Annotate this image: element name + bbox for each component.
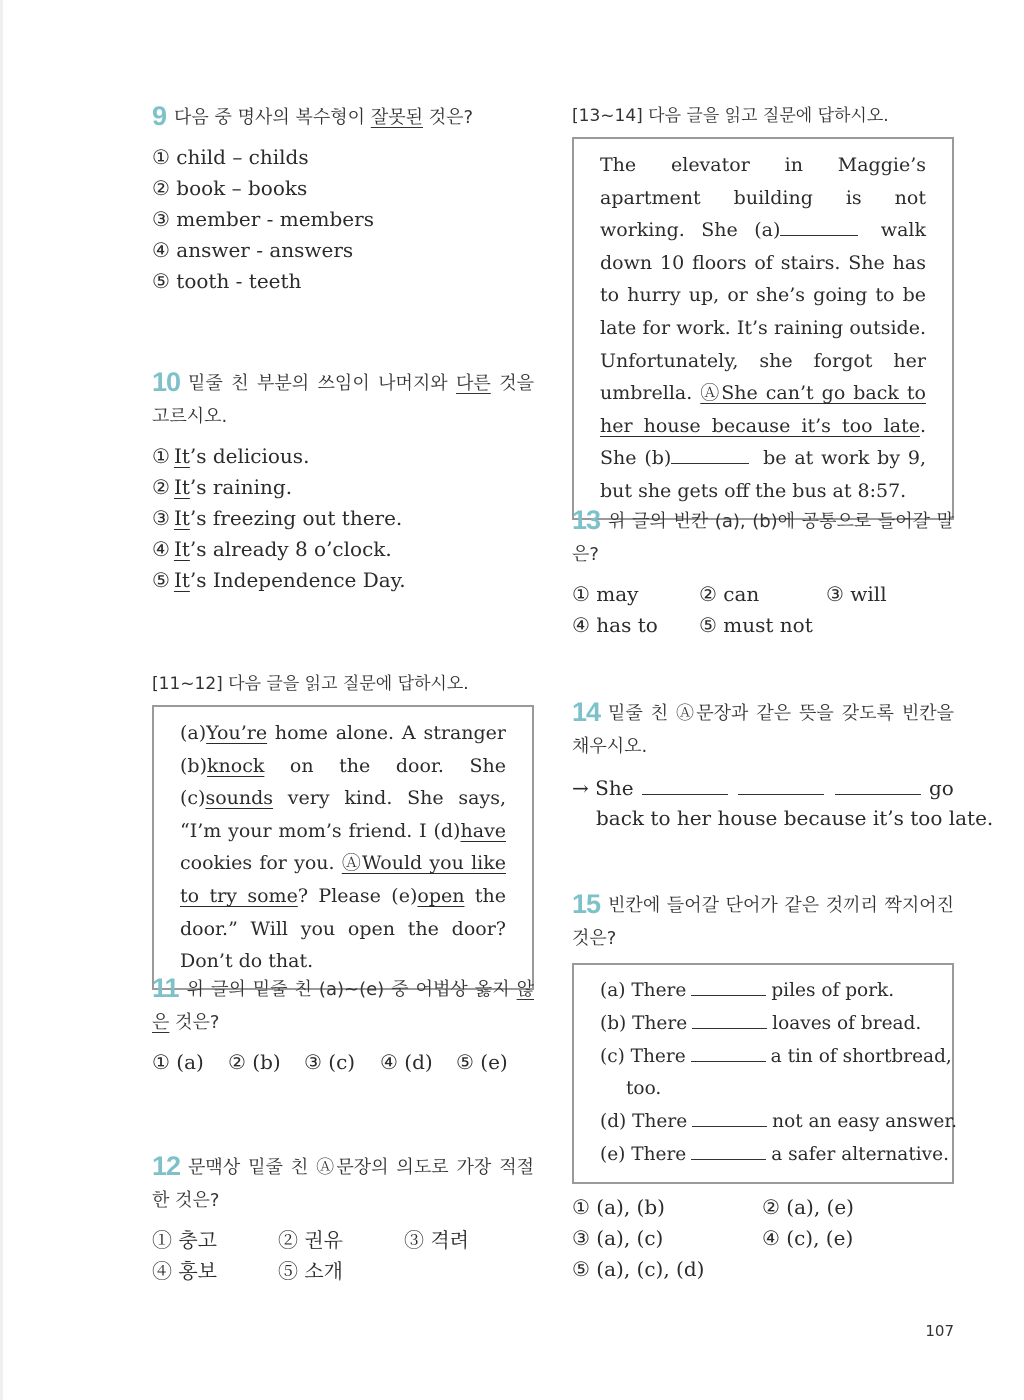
- option[interactable]: ① (a): [152, 1050, 204, 1074]
- option[interactable]: ① may: [572, 582, 639, 606]
- option[interactable]: ③ will: [826, 582, 887, 606]
- page-edge: [0, 0, 3, 1400]
- option[interactable]: ③ It’s freezing out there.: [152, 506, 403, 530]
- instruction-13-14: [13~14] 다음 글을 읽고 질문에 답하시오.: [572, 106, 889, 126]
- answer-blank[interactable]: [738, 778, 824, 795]
- option[interactable]: ② 권유: [278, 1228, 343, 1252]
- question-11-prompt: 11 위 글의 밑줄 친 (a)~(e) 중 어법상 옳지 않은 것은?: [152, 973, 534, 1033]
- question-12-options: [152, 1225, 534, 1287]
- question-number: 9: [152, 101, 167, 131]
- question-13: [572, 504, 954, 641]
- option[interactable]: ② (a), (e): [762, 1194, 854, 1219]
- option[interactable]: ② can: [699, 582, 760, 606]
- option[interactable]: ② book – books: [152, 176, 308, 200]
- option[interactable]: ④ (c), (e): [762, 1225, 854, 1250]
- option[interactable]: ④ 홍보: [152, 1259, 217, 1283]
- blank-b: [671, 445, 749, 464]
- instruction-11-12: [11~12] 다음 글을 읽고 질문에 답하시오.: [152, 674, 469, 694]
- option[interactable]: ③ (c): [304, 1050, 356, 1074]
- sentence: (e) There a safer alternative.: [600, 1143, 949, 1165]
- question-10-options: [152, 441, 534, 596]
- question-9: [152, 100, 534, 297]
- option[interactable]: ③ (a), (c): [572, 1225, 664, 1250]
- question-10: [152, 366, 534, 596]
- question-12-prompt: 12 문맥상 밑줄 친 Ⓐ문장의 의도로 가장 적절한 것은?: [152, 1151, 534, 1211]
- answer-blank[interactable]: [642, 778, 728, 795]
- option[interactable]: ① It’s delicious.: [152, 444, 310, 468]
- answer-blank[interactable]: [835, 778, 921, 795]
- question-number: 14: [572, 697, 601, 727]
- question-number: 12: [152, 1151, 181, 1181]
- option[interactable]: ④ (d): [380, 1050, 433, 1074]
- question-15-box: [572, 963, 958, 1184]
- option[interactable]: ② (b): [228, 1050, 281, 1074]
- sentence: (c) There a tin of shortbread,: [600, 1045, 952, 1067]
- question-10-prompt: 10 밑줄 친 부분의 쓰임이 나머지와 다른 것을 고르시오.: [152, 367, 534, 427]
- question-9-prompt: 9 다음 중 명사의 복수형이 잘못된 것은?: [152, 101, 474, 131]
- question-9-options: [152, 142, 534, 297]
- option[interactable]: ⑤ (e): [456, 1050, 508, 1074]
- option[interactable]: ⑤ must not: [699, 613, 813, 637]
- passage-13-14-block: [572, 100, 954, 520]
- question-15-prompt: 15 빈칸에 들어갈 단어가 같은 것끼리 짝지어진 것은?: [572, 889, 954, 949]
- option[interactable]: ① child – childs: [152, 145, 309, 169]
- question-13-prompt: 13 위 글의 빈칸 (a), (b)에 공통으로 들어갈 말은?: [572, 505, 954, 565]
- question-14-prompt: 14 밑줄 친 Ⓐ문장과 같은 뜻을 갖도록 빈칸을 채우시오.: [572, 697, 954, 757]
- sentence: (d) There not an easy answer.: [600, 1111, 958, 1133]
- question-14-answer: → She go back to her house because it’s too late.: [572, 776, 994, 830]
- option[interactable]: ⑤ It’s Independence Day.: [152, 568, 406, 592]
- passage-11-12: (a)You’re home alone. A stranger (b)knock on the door. She (c)sounds very kind. She says, “I’m your mom’s friend. I (d)have cookies for you. ⒶWould you like to try some? Please (e)open the door.” Will you open the door? Don’t do that.: [152, 705, 534, 990]
- passage-11-12-block: [152, 668, 534, 990]
- blank-a: [780, 217, 858, 236]
- sentence-continuation: too.: [626, 1078, 662, 1100]
- question-11: [152, 972, 534, 1078]
- option[interactable]: ⑤ tooth - teeth: [152, 269, 302, 293]
- option[interactable]: ④ answer - answers: [152, 238, 354, 262]
- option[interactable]: ④ has to: [572, 613, 658, 637]
- question-11-options: [152, 1047, 534, 1078]
- option[interactable]: ④ It’s already 8 o’clock.: [152, 537, 392, 561]
- passage-13-14: The elevator in Maggie’s apartment building is not working. She (a) walk down 10 floors of stairs. She has to hurry up, or she’s going to be late for work. It’s raining outside. Unfortunately, she forgot her umbrella. ⒶShe can’t go back to her house because it’s too late. She (b) be at work by 9, but she gets off the bus at 8:57.: [572, 137, 954, 520]
- option[interactable]: ① (a), (b): [572, 1194, 665, 1219]
- option[interactable]: ⑤ 소개: [278, 1259, 343, 1283]
- question-number: 10: [152, 367, 181, 397]
- sentence: (a) There piles of pork.: [600, 980, 895, 1001]
- question-15: [572, 888, 958, 1285]
- question-number: 11: [152, 973, 179, 1003]
- question-15-options: [572, 1192, 954, 1285]
- option[interactable]: ③ 격려: [404, 1228, 469, 1252]
- sentence: (b) There loaves of bread.: [600, 1012, 922, 1034]
- question-12: [152, 1150, 534, 1287]
- option[interactable]: ② It’s raining.: [152, 475, 293, 499]
- option[interactable]: ③ member - members: [152, 207, 374, 231]
- question-13-options: [572, 579, 954, 641]
- question-14: [572, 696, 994, 833]
- option[interactable]: ① 충고: [152, 1228, 217, 1252]
- question-number: 15: [572, 889, 601, 919]
- option[interactable]: ⑤ (a), (c), (d): [572, 1256, 705, 1281]
- question-number: 13: [572, 505, 601, 535]
- page-number: 107: [925, 1322, 954, 1340]
